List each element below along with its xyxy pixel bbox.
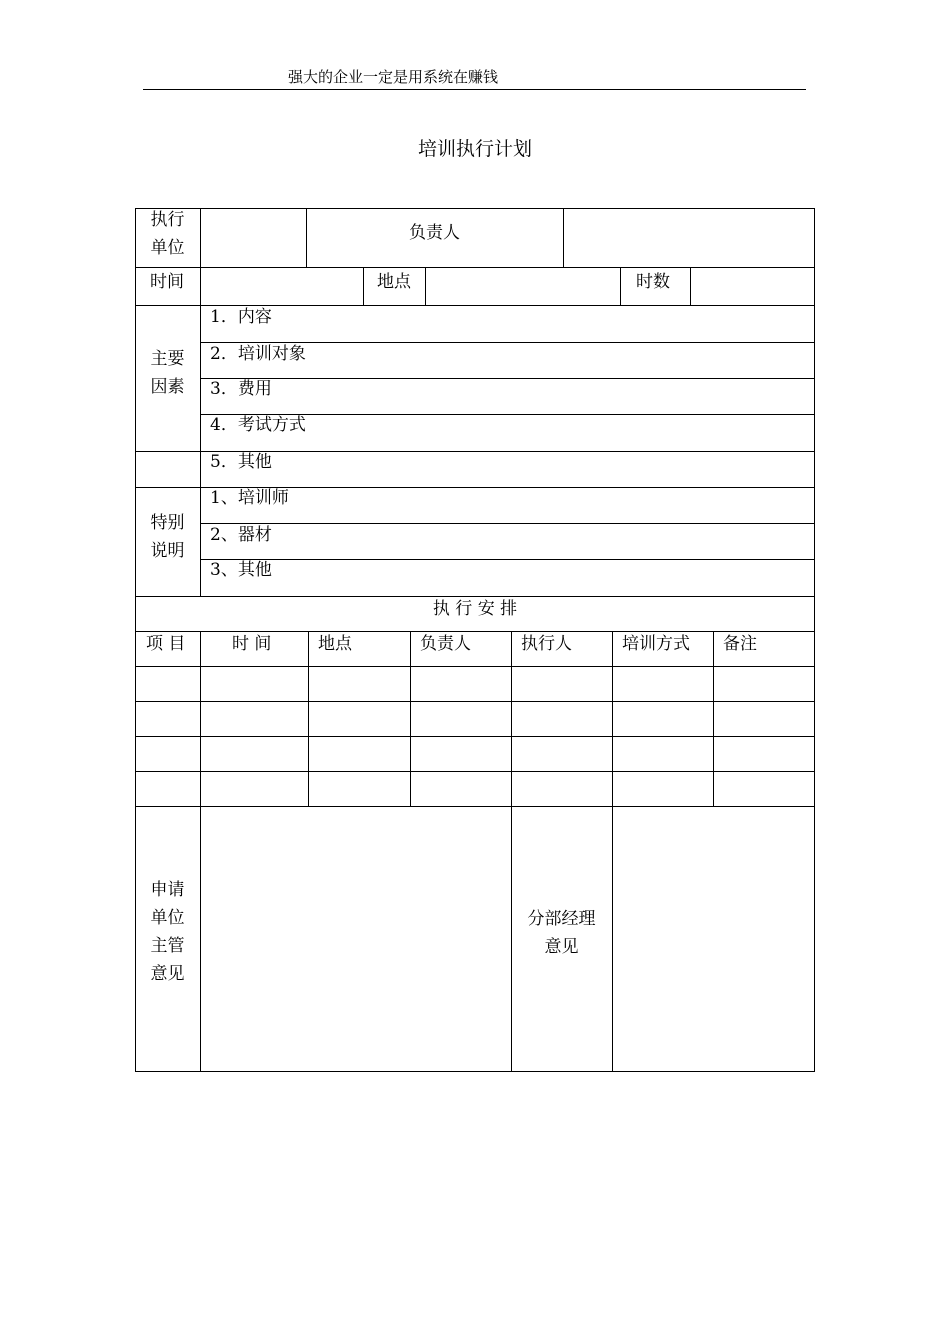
manager-opinion-field[interactable] — [613, 807, 814, 1071]
schedule-col-remarks: 备注 — [723, 634, 757, 654]
factor-item-other[interactable]: 5．其他 — [210, 452, 272, 472]
col-divider — [308, 631, 309, 806]
applicant-opinion-label — [135, 876, 200, 988]
manager-opinion-line: 意见 — [544, 937, 579, 957]
schedule-col-method: 培训方式 — [622, 634, 690, 654]
col-divider — [620, 267, 621, 305]
unit-field[interactable] — [201, 209, 306, 267]
unit-label-line: 单位 — [150, 238, 185, 258]
schedule-col-owner: 负责人 — [420, 634, 471, 654]
factor-item-exam[interactable]: 4．考试方式 — [210, 415, 306, 435]
header-company-text: 强大的企业一定是用系统在赚钱 — [288, 68, 499, 86]
hours-label: 时数 — [636, 272, 670, 292]
schedule-col-time: 时 间 — [232, 634, 272, 654]
factor-item-audience[interactable]: 2．培训对象 — [210, 344, 306, 364]
special-item-other[interactable]: 3、其他 — [210, 560, 272, 580]
row-divider — [200, 559, 815, 560]
special-item-equipment[interactable]: 2、器材 — [210, 525, 272, 545]
schedule-title: 执 行 安 排 — [432, 599, 518, 619]
col-divider — [410, 631, 411, 806]
applicant-opinion-line: 单位 — [150, 908, 185, 928]
manager-opinion-label — [511, 905, 612, 961]
factors-label-line: 因素 — [150, 377, 185, 397]
page-title: 培训执行计划 — [417, 138, 532, 160]
header-divider — [143, 89, 806, 90]
unit-label — [135, 206, 200, 262]
special-label-line: 特别 — [150, 513, 185, 533]
col-divider — [713, 631, 714, 806]
factors-label — [135, 345, 200, 401]
place-label: 地点 — [377, 272, 411, 292]
owner-field[interactable] — [564, 209, 814, 267]
special-item-trainer[interactable]: 1、培训师 — [210, 488, 289, 508]
unit-label-line: 执行 — [150, 210, 185, 230]
row-divider — [200, 378, 815, 379]
schedule-col-place: 地点 — [318, 634, 352, 654]
applicant-opinion-line: 主管 — [150, 936, 185, 956]
factor-item-content[interactable]: 1．内容 — [210, 307, 272, 327]
col-divider — [511, 631, 512, 1072]
applicant-opinion-line: 意见 — [150, 964, 185, 984]
special-label-line: 说明 — [150, 541, 185, 561]
table-border-right — [814, 208, 815, 1072]
factor-item-cost[interactable]: 3．费用 — [210, 379, 272, 399]
table-border-bottom — [135, 1071, 815, 1072]
manager-opinion-line: 分部经理 — [527, 909, 596, 929]
col-divider — [363, 267, 364, 305]
schedule-col-item: 项 目 — [146, 634, 186, 654]
factors-label-line: 主要 — [150, 349, 185, 369]
applicant-opinion-field[interactable] — [201, 807, 511, 1071]
hours-field[interactable] — [691, 268, 814, 305]
special-label — [135, 509, 200, 565]
row-divider — [200, 523, 815, 524]
time-label: 时间 — [150, 272, 184, 292]
applicant-opinion-line: 申请 — [150, 880, 185, 900]
place-field[interactable] — [426, 268, 620, 305]
schedule-col-executor: 执行人 — [521, 634, 572, 654]
time-field[interactable] — [201, 268, 363, 305]
owner-label: 负责人 — [409, 223, 460, 243]
